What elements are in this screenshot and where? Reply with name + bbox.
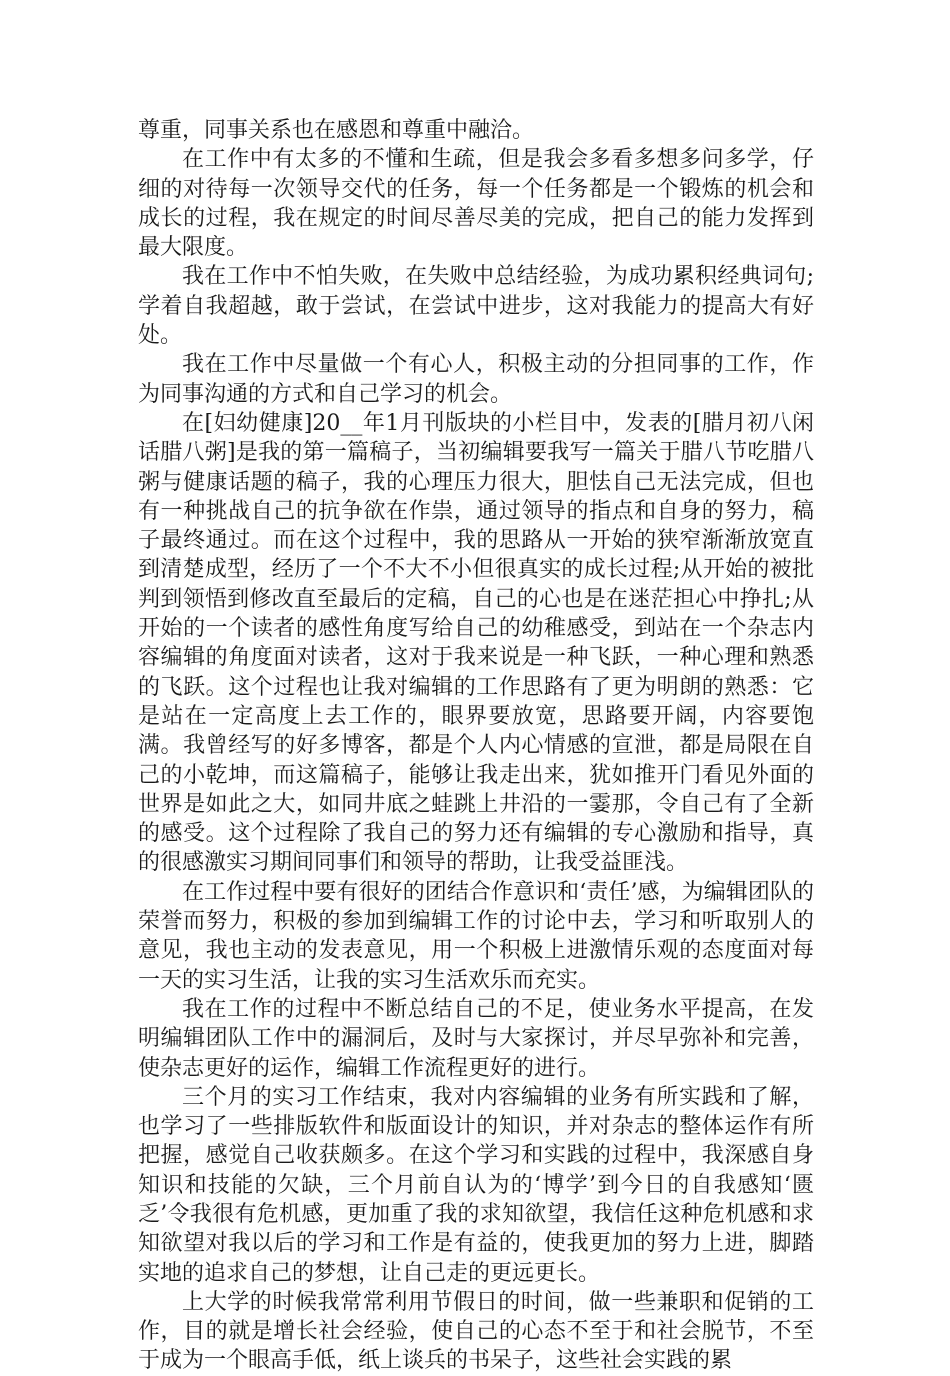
paragraph-6: 在工作过程中要有很好的团结合作意识和‘责任’感，为编辑团队的荣誉而努力，积极的参加到编辑工作的讨论中去，学习和听取别人的意见，我也主动的发表意见，用一个积极上进激情乐观的态度面对每一天的实习生活，让我的实习生活欢乐而充实。 <box>138 879 814 993</box>
paragraph-4: 我在工作中尽量做一个有心人，积极主动的分担同事的工作，作为同事沟通的方式和自己学习的机会。 <box>138 352 814 407</box>
document-body <box>138 116 814 1376</box>
paragraph-9: 上大学的时候我常常利用节假日的时间，做一些兼职和促销的工作，目的就是增长社会经验，使自己的心态不至于和社会脱节，不至于成为一个眼高手低，纸上谈兵的书呆子，这些社会实践的累 <box>138 1289 814 1374</box>
paragraph-8: 三个月的实习工作结束，我对内容编辑的业务有所实践和了解，也学习了一些排版软件和版面设计的知识，并对杂志的整体运作有所把握，感觉自己收获颇多。在这个学习和实践的过程中，我深感自身知识和技能的欠缺，三个月前自认为的‘博学’到今日的自我感知‘匮乏’令我很有危机感，更加重了我的求知欲望，我信任这种危机感和求知欲望对我以后的学习和工作是有益的，使我更加的努力上进，脚踏实地的追求自己的梦想，让自己走的更远更长。 <box>138 1084 814 1286</box>
paragraph-1: 尊重，同事关系也在感恩和尊重中融洽。 <box>138 118 535 143</box>
paragraph-2: 在工作中有太多的不懂和生疏，但是我会多看多想多问多学，仔细的对待每一次领导交代的任务，每一个任务都是一个锻炼的机会和成长的过程，我在规定的时间尽善尽美的完成，把自己的能力发挥到最大限度。 <box>138 147 814 261</box>
paragraph-3: 我在工作中不怕失败，在失败中总结经验，为成功累积经典词句;学着自我超越，敢于尝试，在尝试中进步，这对我能力的提高大有好处。 <box>138 264 814 349</box>
paragraph-5: 在[妇幼健康]20__年1月刊版块的小栏目中，发表的[腊月初八闲话腊八粥]是我的第一篇稿子，当初编辑要我写一篇关于腊八节吃腊八粥与健康话题的稿子，我的心理压力很大，胆怯自己无法完成，但也有一种挑战自己的抗争欲在作祟，通过领导的指点和自身的努力，稿子最终通过。而在这个过程中，我的思路从一开始的狭窄渐渐放宽直到清楚成型，经历了一个不大不小但很真实的成长过程;从开始的被批判到领悟到修改直至最后的定稿，自己的心也是在迷茫担心中挣扎;从开始的一个读者的感性角度写给自己的幼稚感受，到站在一个杂志内容编辑的角度面对读者，这对于我来说是一种飞跃，一种心理和熟悉的飞跃。这个过程也让我对编辑的工作思路有了更为明朗的熟悉：它是站在一定高度上去工作的，眼界要放宽，思路要开阔，内容要饱满。我曾经写的好多博客，都是个人内心情感的宣泄，都是局限在自己的小乾坤，而这篇稿子，能够让我走出来，犹如推开门看见外面的世界是如此之大，如同井底之蛙跳上井沿的一霎那，令自己有了全新的感受。这个过程除了我自己的努力还有编辑的专心激励和指导，真的很感激实习期间同事们和领导的帮助，让我受益匪浅。 <box>138 410 814 876</box>
paragraph-7: 我在工作的过程中不断总结自己的不足，使业务水平提高，在发明编辑团队工作中的漏洞后，及时与大家探讨，并尽早弥补和完善，使杂志更好的运作，编辑工作流程更好的进行。 <box>138 996 814 1081</box>
